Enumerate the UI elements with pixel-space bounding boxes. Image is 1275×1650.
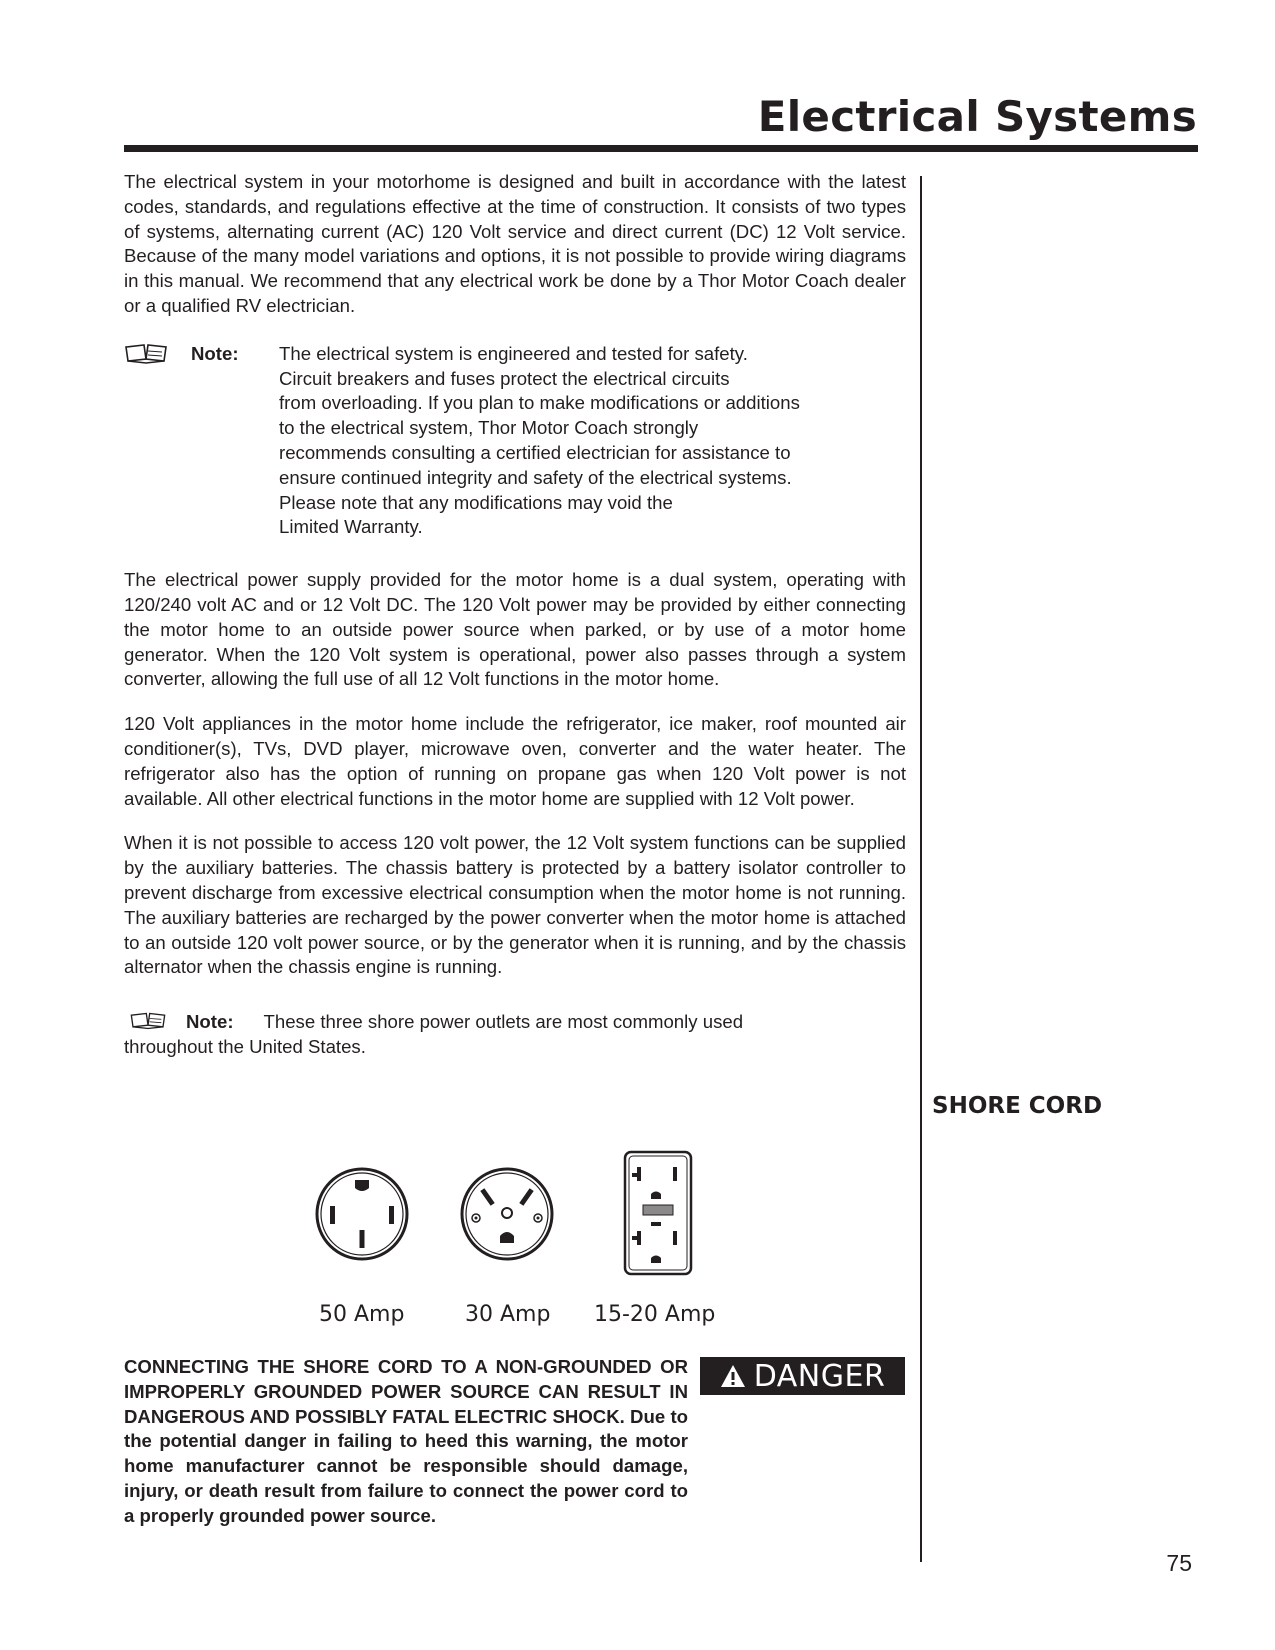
main-column: [124, 170, 906, 1060]
column-divider: [920, 176, 922, 1562]
outlet-30-amp-icon: [462, 1169, 552, 1259]
note-line: throughout the United States.: [124, 1035, 366, 1057]
shore-cord-heading: SHORE CORD: [932, 1093, 1103, 1119]
title-rule: [124, 145, 1198, 152]
intro-paragraph: The electrical system in your motorhome is designed and built in accordance with the latest codes, standards, and regulations effective at the time of construction. It consists of two types of systems, alternating current (AC) 120 Volt service and direct current (DC) 12 Volt service. Because of the many model variations and options, it is not possible to provide wiring diagrams in this manual. We recommend that any electrical work be done by a Thor Motor Coach dealer or a qualified RV electrician.: [124, 171, 906, 316]
outlet-label-50-amp: 50 Amp: [319, 1302, 405, 1327]
note-line: These three shore power outlets are most commonly used: [263, 1011, 744, 1033]
danger-badge: [700, 1357, 905, 1395]
battery-paragraph: When it is not possible to access 120 volt power, the 12 Volt system functions can be supplied by the auxiliary batteries. The chassis battery is protected by a battery isolator controller to prevent discharge from excessive electrical consumption when the motor home is not running. The auxiliary batteries are recharged by the power converter when the motor home is attached to an outside 120 volt power source, or by the generator when it is running, and by the chassis alternator when the chassis engine is running.: [124, 832, 906, 978]
danger-label: DANGER: [753, 1358, 886, 1394]
book-icon: [124, 1011, 172, 1031]
outlet-label-15-20-amp: 15-20 Amp: [594, 1302, 716, 1327]
danger-warning-text: CONNECTING THE SHORE CORD TO A NON-GROUNDED OR IMPROPERLY GROUNDED POWER SOURCE CAN RESULT IN DANGEROUS AND POSSIBLY FATAL ELECTRIC SHOCK. Due to the potential danger in failing to heed this warning, the motor home manufacturer cannot be responsible should damage, injury, or death result from failure to connect the power cord to a properly grounded power source.: [124, 1356, 688, 1526]
note-label: Note:: [186, 1011, 234, 1033]
note-block: [124, 342, 906, 540]
warning-icon: [720, 1364, 746, 1388]
outlets-note: [124, 1010, 906, 1060]
book-icon: [124, 342, 168, 366]
outlet-50-amp-icon: [317, 1169, 407, 1259]
power-supply-paragraph: The electrical power supply provided for the motor home is a dual system, operating with 120/240 volt AC and or 12 Volt DC. The 120 Volt power may be provided by either connecting the motor home to an outside power source when parked, or by use of a motor home generator. When the 120 Volt system is operational, power also passes through a system converter, allowing the full use of all 12 Volt functions in the motor home.: [124, 569, 906, 690]
page-number: 75: [1166, 1550, 1192, 1576]
outlets-illustration: [310, 1150, 730, 1310]
note-text: The electrical system is engineered and tested for safety. Circuit breakers and fuses protect the electrical circuits from overloading. If you plan to make modifications or additions to the electrical system, Thor Motor Coach strongly recommends consulting a certified electrician for assistance to ensure continued integrity and safety of the electrical systems. Please note that any modifications may void the Limited Warranty.: [279, 342, 800, 538]
page-title: Electrical Systems: [757, 92, 1197, 141]
outlet-15-20-amp-icon: [625, 1152, 691, 1274]
appliances-paragraph: 120 Volt appliances in the motor home include the refrigerator, ice maker, roof mounted air conditioner(s), TVs, DVD player, microwave oven, converter and the water heater. The refrigerator also has the option of running on propane gas when 120 Volt power is not available. All other electrical functions in the motor home are supplied with 12 Volt power.: [124, 713, 906, 809]
note-label: Note:: [191, 342, 239, 364]
outlet-label-30-amp: 30 Amp: [465, 1302, 551, 1327]
